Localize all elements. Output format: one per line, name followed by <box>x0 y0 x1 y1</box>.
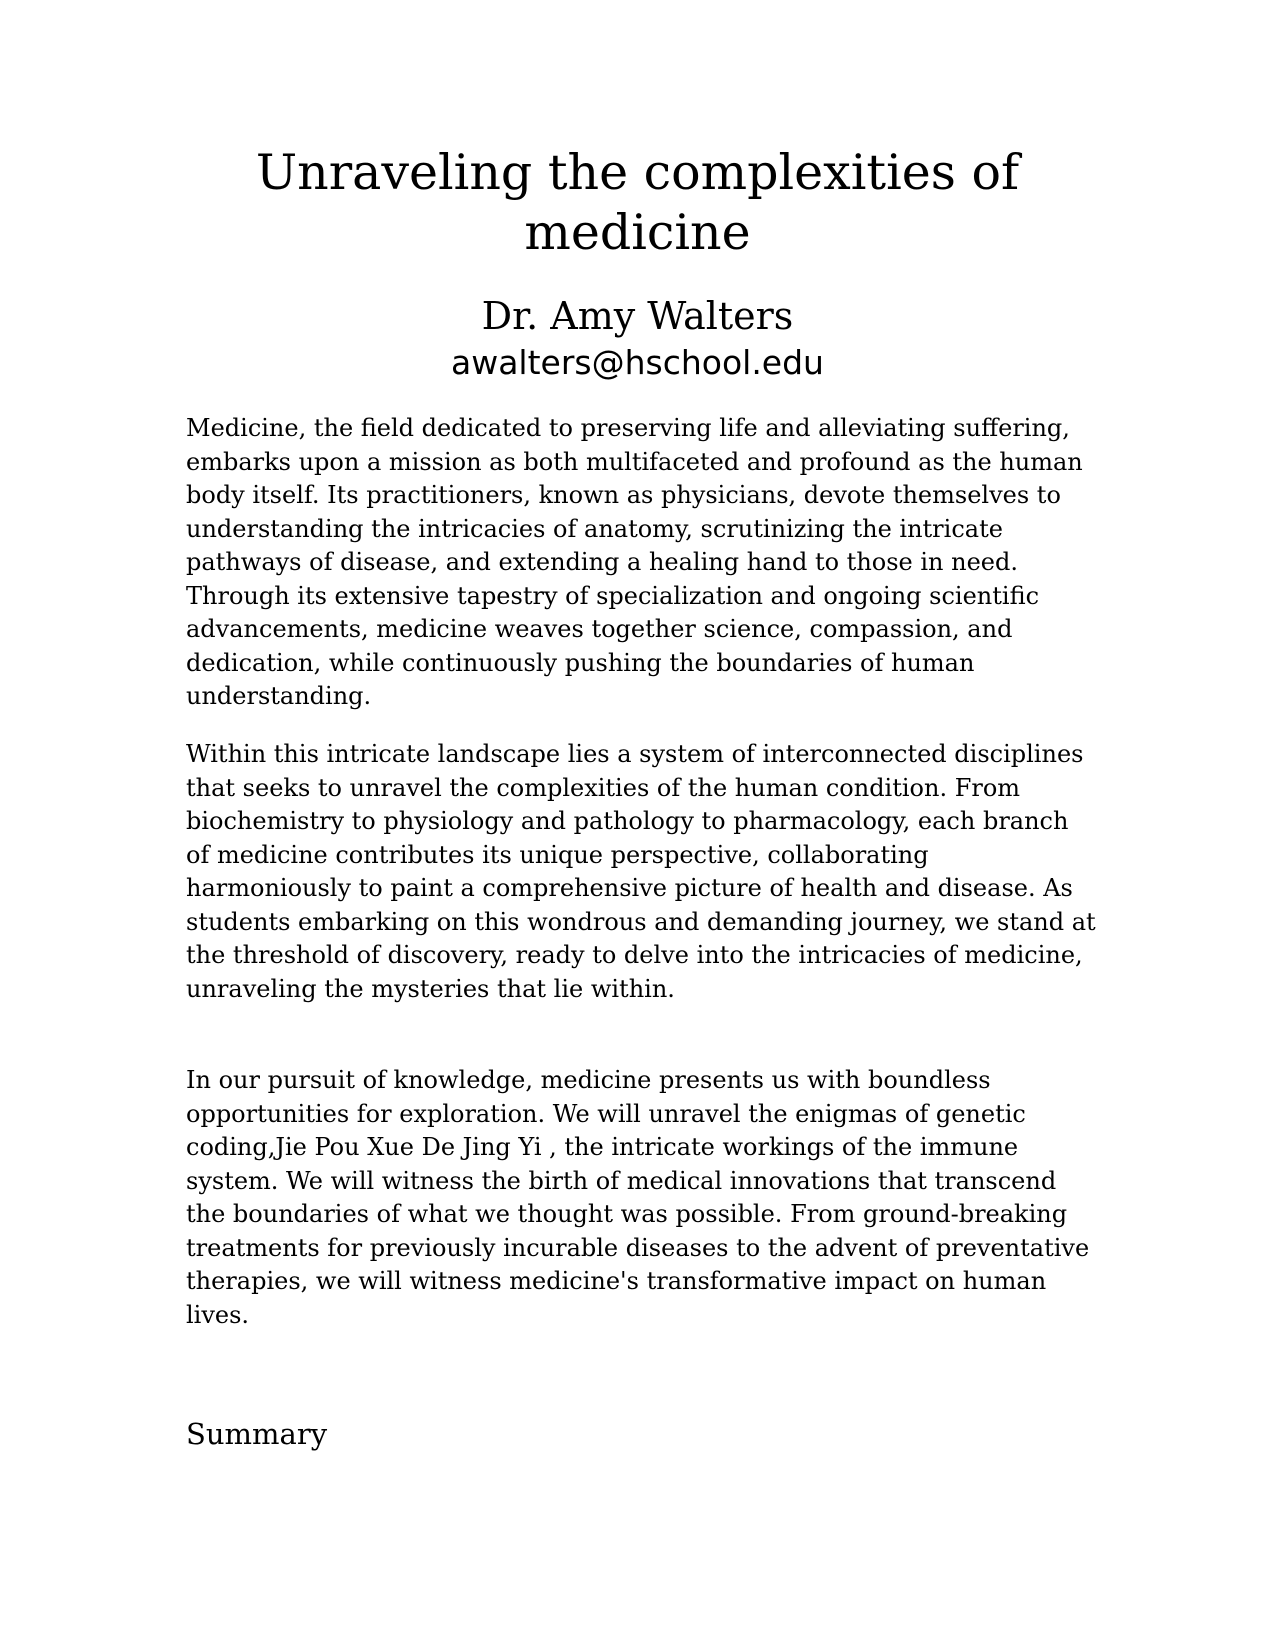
author-email: awalters@hschool.edu <box>451 343 824 382</box>
document-title: Unraveling the complexities of medicine <box>255 144 1020 261</box>
author-name: Dr. Amy Walters <box>481 294 794 338</box>
body-paragraph-3: In our pursuit of knowledge, medicine presents us with boundless opportunities for exploration. We will unravel the enigmas of genetic coding,Jie Pou Xue De Jing Yi , the intricate workings of the immune system. We will witness the birth of medical innovations that transcend the boundaries of what we thought was possible. From ground-breaking treatments for previously incurable diseases to the advent of preventative therapies, we will witness medicine's transformative impact on human lives. <box>186 1066 1090 1329</box>
body-paragraph-2: Within this intricate landscape lies a system of interconnected disciplines that seeks to unravel the complexities of the human condition. From biochemistry to physiology and pathology to pharmacology, each branch of medicine contributes its unique perspective, collaborating harmoniously to paint a comprehensive picture of health and disease. As students embarking on this wondrous and demanding journey, we stand at the threshold of discovery, ready to delve into the intricacies of medicine, unraveling the mysteries that lie within. <box>186 740 1096 1003</box>
body-paragraph-1: Medicine, the field dedicated to preserving life and alleviating suffering, embarks upon a mission as both multifaceted and profound as the human body itself. Its practitioners, known as physicians, devote themselves to understanding the intricacies of anatomy, scrutinizing the intricate pathways of disease, and extending a healing hand to those in need. Through its extensive tapestry of specialization and ongoing scientific advancements, medicine weaves together science, compassion, and dedication, while continuously pushing the boundaries of human understanding. <box>186 414 1083 710</box>
summary-heading: Summary <box>186 1417 328 1451</box>
